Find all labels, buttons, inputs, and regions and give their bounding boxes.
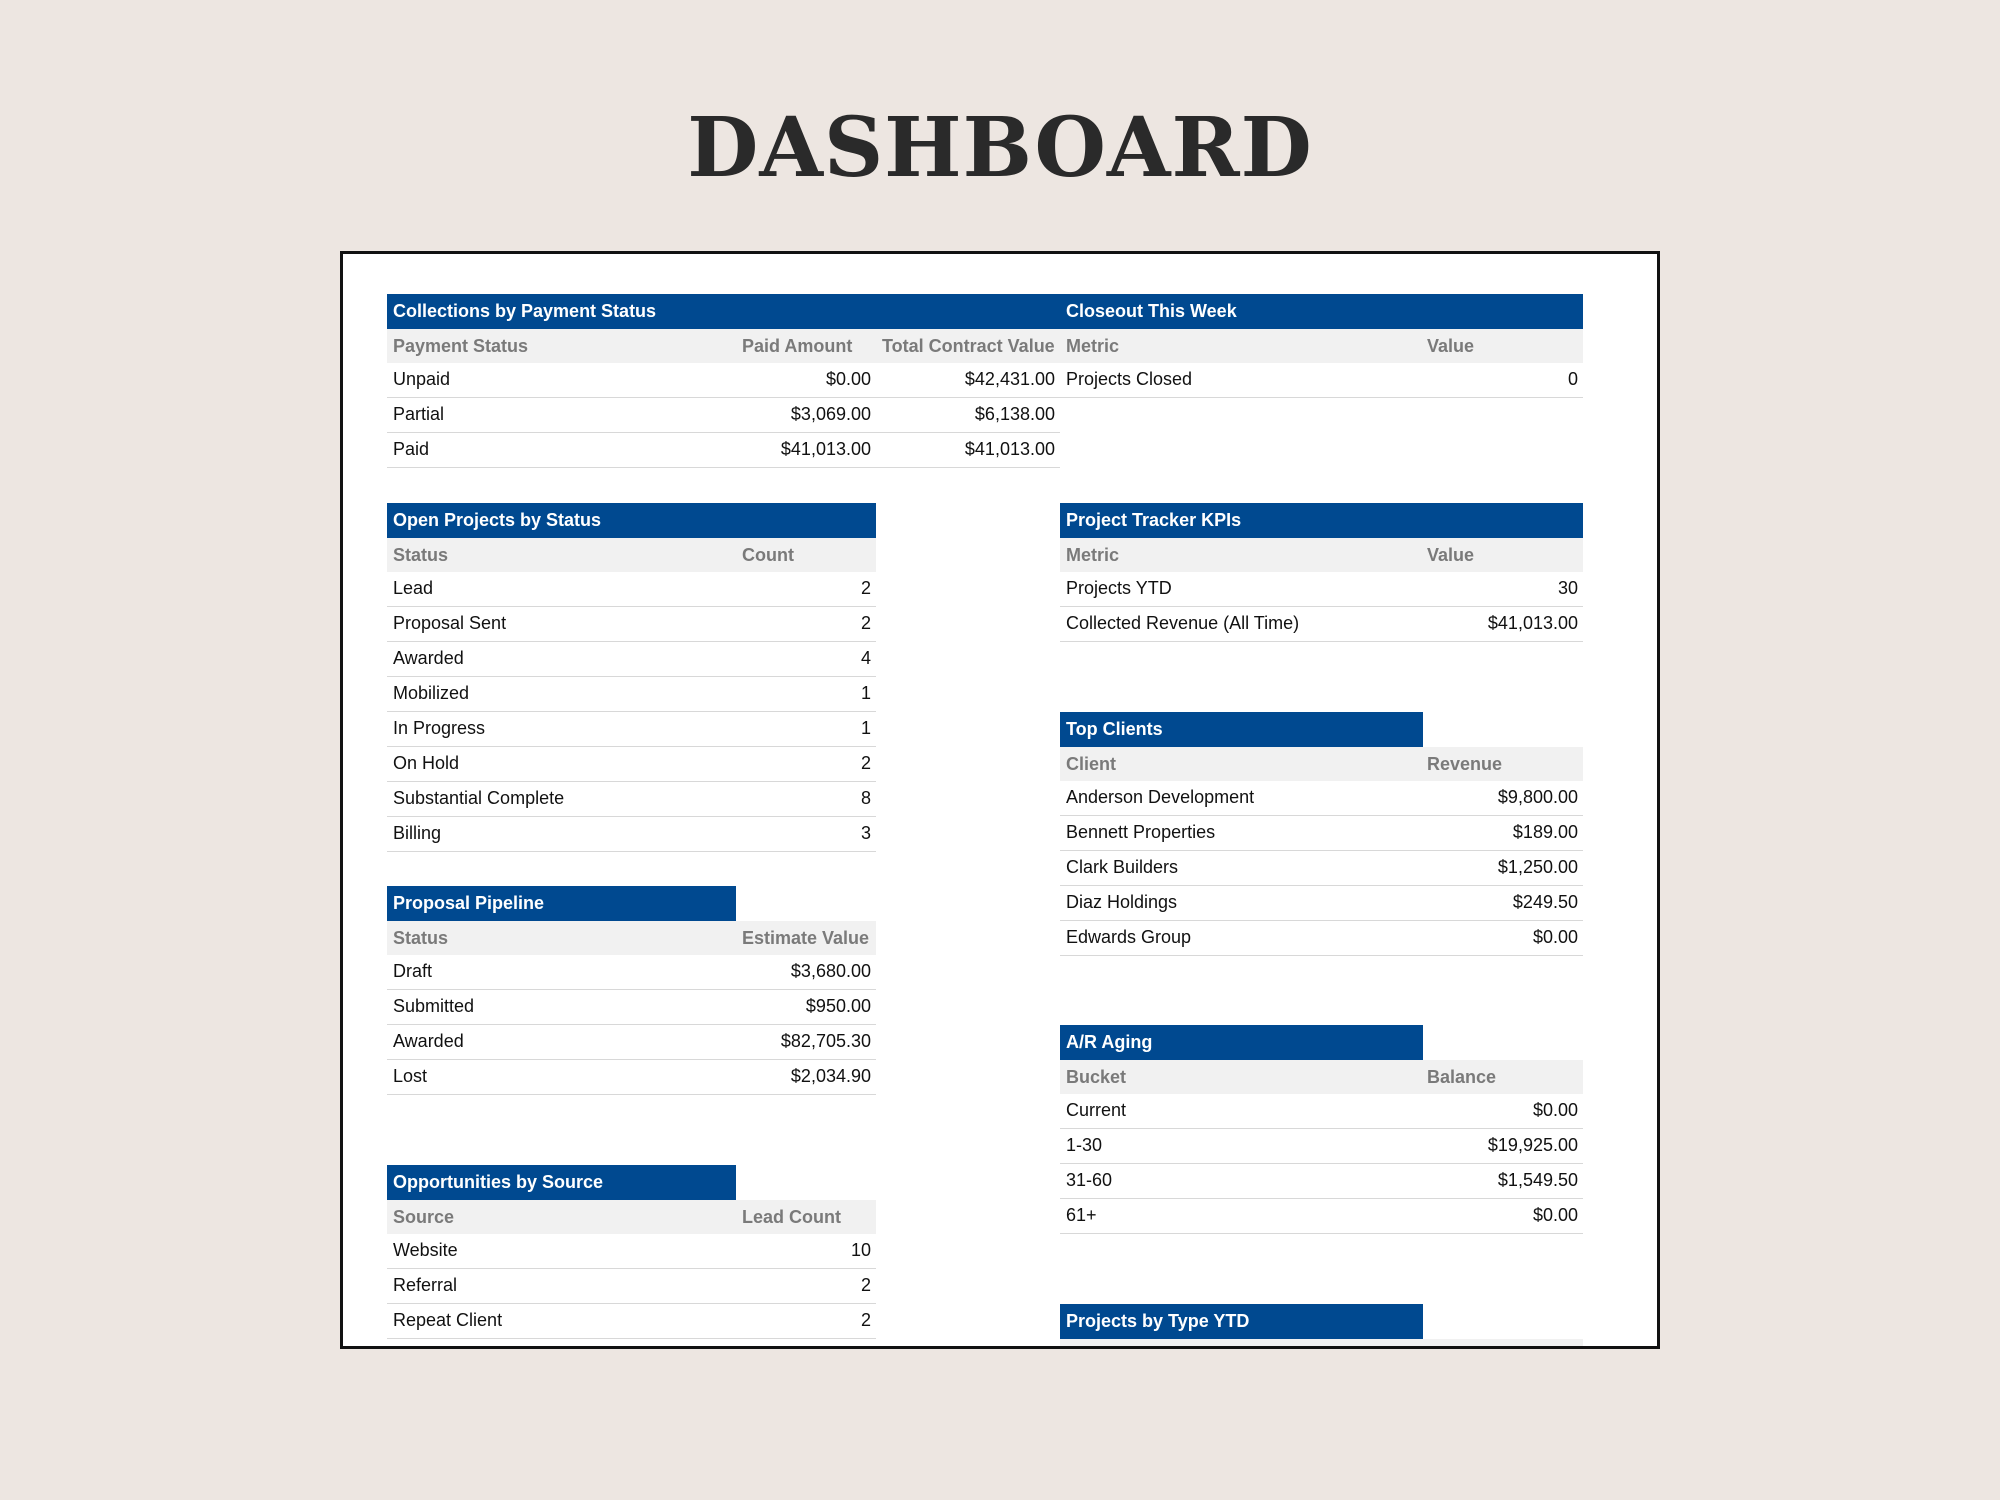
table-row xyxy=(387,677,876,712)
client-cell: Bennett Properties xyxy=(1066,822,1216,842)
top-clients-section xyxy=(1060,712,1583,947)
status-cell: Proposal Sent xyxy=(393,613,507,633)
contract-cell: $6,138.00 xyxy=(974,404,1055,424)
status-cell: Awarded xyxy=(393,648,464,668)
col-header: Payment Status xyxy=(393,336,529,356)
col-header: Metric xyxy=(1066,545,1120,565)
table-row xyxy=(387,955,876,990)
bucket-cell: 61+ xyxy=(1066,1205,1097,1225)
paid-cell: $3,069.00 xyxy=(790,404,871,424)
sources-section xyxy=(387,1165,876,1330)
status-cell: Draft xyxy=(393,961,433,981)
value-cell: 0 xyxy=(1567,369,1578,389)
table-row xyxy=(1060,1164,1583,1199)
count-cell: 3 xyxy=(860,823,871,843)
value-cell: $41,013.00 xyxy=(1487,613,1578,633)
balance-cell: $1,549.50 xyxy=(1497,1170,1578,1190)
status-cell: In Progress xyxy=(393,718,486,738)
lead-count-cell: 2 xyxy=(860,1275,871,1295)
col-header: Lead Count xyxy=(742,1207,841,1227)
balance-cell: $0.00 xyxy=(1532,1205,1578,1225)
revenue-cell: $9,800.00 xyxy=(1497,787,1578,807)
table-row xyxy=(387,1060,876,1095)
table-row xyxy=(387,572,876,607)
count-cell: 1 xyxy=(860,683,871,703)
status-cell: Mobilized xyxy=(393,683,470,703)
col-header: Paid Amount xyxy=(742,336,853,356)
table-header xyxy=(1060,538,1583,572)
source-cell: Website xyxy=(393,1240,458,1260)
table-row xyxy=(1060,781,1583,816)
table-row xyxy=(387,990,876,1025)
source-cell: Referral xyxy=(393,1275,458,1295)
table-row xyxy=(387,607,876,642)
col-header: Value xyxy=(1427,545,1475,565)
table-row xyxy=(387,642,876,677)
paid-cell: $41,013.00 xyxy=(780,439,871,459)
table-row xyxy=(387,1304,876,1339)
count-cell: 4 xyxy=(860,648,871,668)
table-row xyxy=(1060,607,1583,642)
pipeline-section xyxy=(387,886,876,1086)
status-cell: Billing xyxy=(393,823,442,843)
kpis-section xyxy=(1060,503,1583,633)
status-cell: Lead xyxy=(393,578,434,598)
col-header: Value xyxy=(1427,336,1475,356)
collections-section xyxy=(387,294,1060,459)
ar-aging-title: A/R Aging xyxy=(1060,1025,1423,1060)
projects-by-type-title: Projects by Type YTD xyxy=(1060,1304,1423,1339)
col-header: Count xyxy=(742,545,794,565)
status-cell: Partial xyxy=(393,404,445,424)
table-row xyxy=(1060,816,1583,851)
table-header xyxy=(387,329,1060,363)
status-cell: Awarded xyxy=(393,1031,464,1051)
revenue-cell: $0.00 xyxy=(1532,927,1578,947)
value-cell: 30 xyxy=(1557,578,1578,598)
lead-count-cell: 10 xyxy=(850,1240,871,1260)
estimate-cell: $82,705.30 xyxy=(780,1031,871,1051)
ar-aging-section xyxy=(1060,1025,1583,1225)
table-row xyxy=(1060,1199,1583,1234)
status-cell: Lost xyxy=(393,1066,428,1086)
metric-cell: Collected Revenue (All Time) xyxy=(1066,613,1300,633)
table-header xyxy=(1060,747,1583,781)
estimate-cell: $950.00 xyxy=(805,996,871,1016)
col-header: Status xyxy=(393,928,449,948)
col-header: Bucket xyxy=(1066,1067,1127,1087)
count-cell: 2 xyxy=(860,613,871,633)
col-header: Client xyxy=(1066,754,1117,774)
count-cell: 8 xyxy=(860,788,871,808)
table-row xyxy=(1060,851,1583,886)
table-row xyxy=(387,817,876,852)
projects-by-type-section xyxy=(1060,1304,1583,1339)
pipeline-title: Proposal Pipeline xyxy=(387,886,736,921)
paid-cell: $0.00 xyxy=(825,369,871,389)
lead-count-cell: 2 xyxy=(860,1310,871,1330)
metric-cell: Projects Closed xyxy=(1066,369,1193,389)
table-row xyxy=(387,363,1060,398)
bucket-cell: Current xyxy=(1066,1100,1127,1120)
balance-cell: $0.00 xyxy=(1532,1100,1578,1120)
client-cell: Anderson Development xyxy=(1066,787,1255,807)
col-header: Balance xyxy=(1427,1067,1497,1087)
status-cell: Paid xyxy=(393,439,430,459)
estimate-cell: $2,034.90 xyxy=(790,1066,871,1086)
open-projects-title: Open Projects by Status xyxy=(387,503,876,538)
page-title: DASHBOARD xyxy=(687,100,1313,196)
dashboard-sheet xyxy=(340,251,1660,1349)
client-cell: Clark Builders xyxy=(1066,857,1179,877)
table-row xyxy=(387,1234,876,1269)
table-row xyxy=(1060,1129,1583,1164)
sources-title: Opportunities by Source xyxy=(387,1165,736,1200)
client-cell: Edwards Group xyxy=(1066,927,1192,947)
col-header: Source xyxy=(393,1207,455,1227)
table-header xyxy=(1060,329,1583,363)
col-header: Estimate Value xyxy=(742,928,870,948)
table-row xyxy=(1060,363,1583,398)
table-header xyxy=(1060,1060,1583,1094)
revenue-cell: $1,250.00 xyxy=(1497,857,1578,877)
open-projects-section xyxy=(387,503,876,843)
table-header xyxy=(387,921,876,955)
table-row xyxy=(1060,1094,1583,1129)
closeout-title: Closeout This Week xyxy=(1066,301,1237,321)
table-row xyxy=(387,433,1060,468)
table-row xyxy=(387,747,876,782)
contract-cell: $42,431.00 xyxy=(964,369,1055,389)
status-cell: On Hold xyxy=(393,753,460,773)
col-header: Metric xyxy=(1066,336,1120,356)
table-row xyxy=(387,398,1060,433)
status-cell: Unpaid xyxy=(393,369,451,389)
table-header xyxy=(387,1200,876,1234)
top-clients-title: Top Clients xyxy=(1060,712,1423,747)
revenue-cell: $249.50 xyxy=(1512,892,1578,912)
client-cell: Diaz Holdings xyxy=(1066,892,1178,912)
table-row xyxy=(387,1025,876,1060)
revenue-cell: $189.00 xyxy=(1512,822,1578,842)
status-cell: Submitted xyxy=(393,996,475,1016)
table-row xyxy=(1060,921,1583,956)
kpis-title: Project Tracker KPIs xyxy=(1060,503,1583,538)
contract-cell: $41,013.00 xyxy=(964,439,1055,459)
count-cell: 2 xyxy=(860,753,871,773)
table-header xyxy=(387,538,876,572)
table-row xyxy=(1060,886,1583,921)
bucket-cell: 31-60 xyxy=(1066,1170,1113,1190)
table-row xyxy=(387,712,876,747)
status-cell: Substantial Complete xyxy=(393,788,565,808)
collections-title: Collections by Payment Status xyxy=(387,294,1583,329)
source-cell: Repeat Client xyxy=(393,1310,503,1330)
table-row xyxy=(387,782,876,817)
col-header: Revenue xyxy=(1427,754,1503,774)
count-cell: 2 xyxy=(860,578,871,598)
count-cell: 1 xyxy=(860,718,871,738)
table-row xyxy=(387,1269,876,1304)
bucket-cell: 1-30 xyxy=(1066,1135,1103,1155)
col-header: Status xyxy=(393,545,449,565)
metric-cell: Projects YTD xyxy=(1066,578,1172,598)
table-header xyxy=(1060,1339,1583,1349)
balance-cell: $19,925.00 xyxy=(1487,1135,1578,1155)
table-row xyxy=(1060,572,1583,607)
col-header: Total Contract Value xyxy=(882,336,1055,356)
estimate-cell: $3,680.00 xyxy=(790,961,871,981)
